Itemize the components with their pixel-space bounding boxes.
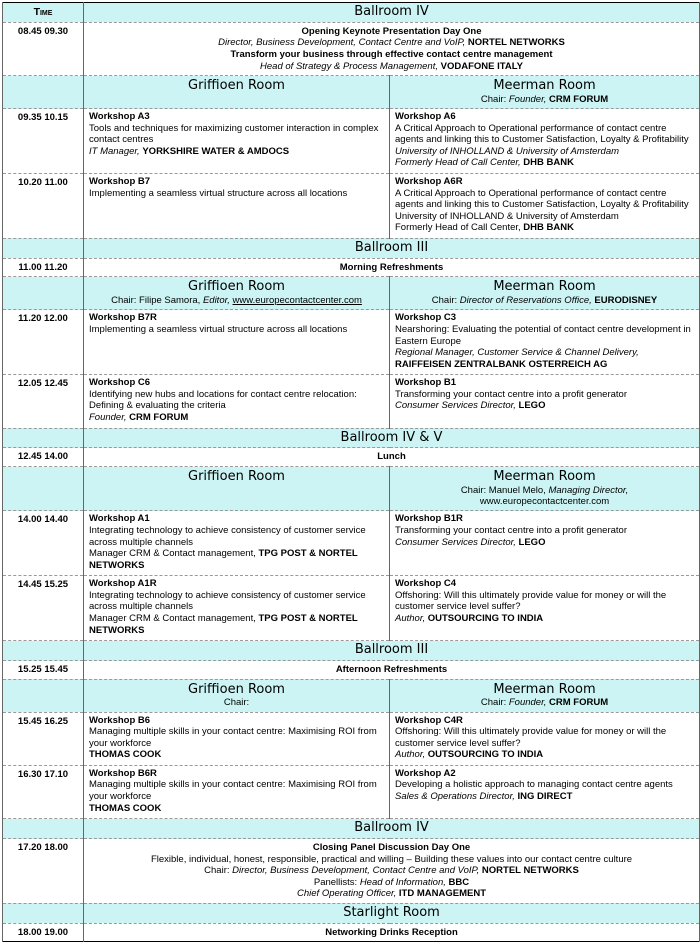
speaker-role: Director, Business Development, Contact Centre and VoIP, — [218, 37, 468, 49]
speaker-org: NORTEL NETWORKS — [467, 37, 565, 49]
speaker-role: Consumer Services Director, — [395, 400, 519, 412]
venue-banner-ballroom-iv-v: Ballroom IV & V — [84, 428, 700, 448]
workshop-code: Workshop B7 — [89, 176, 151, 188]
workshop-description: Identifying new hubs and locations for contact centre relocation: Defining & evaluating the criteria — [89, 388, 357, 412]
speaker-role: IT Manager, — [89, 145, 143, 157]
workshop-description: Offshoring: Will this ultimately provide value for money or will the customer service level suffer? — [395, 589, 667, 613]
chair-line — [394, 295, 695, 306]
speaker-org: VODAFONE ITALY — [440, 60, 523, 72]
time-slot: 15.45 16.25 — [3, 712, 84, 765]
workshop-description: Offshoring: Will this ultimately provide value for money or will the customer service level suffer? — [395, 726, 667, 749]
session-row — [3, 109, 700, 174]
venue-banner-ballroom-iii: Ballroom III — [84, 238, 700, 258]
chair-role: Founder, — [508, 697, 550, 709]
workshop-description: Integrating technology to achieve consistency of customer service across multiple channels — [89, 524, 366, 548]
speaker-role: Formerly Head of Call Center, — [395, 222, 524, 234]
speaker-org: ING DIRECT — [517, 791, 573, 803]
workshop-cell-b7r — [84, 310, 390, 375]
speaker-line — [395, 222, 694, 234]
chair-line — [90, 865, 693, 877]
workshop-description: Transforming your contact centre into a profit generator — [395, 388, 627, 400]
break-label: Morning Refreshments — [84, 258, 700, 277]
workshop-cell-a3 — [84, 109, 390, 174]
panellist-line — [90, 877, 693, 889]
session-row — [3, 576, 700, 641]
banner-row — [3, 238, 700, 258]
banner-row — [3, 428, 700, 448]
time-slot: 10.20 11.00 — [3, 174, 84, 239]
speaker-role: Author, — [395, 613, 428, 624]
session-row — [3, 375, 700, 428]
venue-banner-ballroom-iv: Ballroom IV — [84, 819, 700, 839]
speaker-org: DHB BANK — [523, 157, 574, 169]
time-slot: 11.00 11.20 — [3, 258, 84, 277]
time-column-header: Time — [3, 3, 84, 23]
speaker-org: TPG POST & NORTEL NETWORKS — [89, 613, 358, 636]
banner-time-spacer — [3, 76, 84, 109]
break-label: Networking Drinks Reception — [84, 923, 700, 942]
website-link[interactable]: www.europecontactcenter.com — [479, 495, 610, 507]
workshop-code: Workshop C4 — [395, 578, 457, 590]
chair-prefix: Chair: — [480, 697, 509, 709]
time-slot: 09.35 10.15 — [3, 109, 84, 174]
room-header-meerman — [390, 679, 700, 712]
speaker-org: RAIFFEISEN ZENTRALBANK OSTERREICH AG — [395, 358, 608, 370]
room-header-meerman — [390, 76, 700, 109]
room-name: Meerman Room — [493, 681, 596, 697]
session-row — [3, 765, 700, 818]
workshop-description: A Critical Approach to Operational performance of contact centre agents and linking this to Customer Satisfaction, Loyalty & Profitability — [395, 187, 689, 211]
banner-row — [3, 903, 700, 923]
chair-prefix: Chair: Manuel Melo, — [460, 484, 549, 496]
workshop-description: Tools and techniques for maximizing customer interaction in complex contact centres — [89, 122, 379, 146]
speaker-role: Manager CRM & Contact management, — [89, 548, 259, 560]
session-title: Opening Keynote Presentation Day One — [301, 25, 482, 37]
break-row — [3, 661, 700, 680]
room-header-row — [3, 76, 700, 109]
room-name: Griffioen Room — [188, 279, 285, 295]
room-name: Meerman Room — [493, 78, 596, 94]
speaker-role: Sales & Operations Director, — [395, 791, 518, 803]
workshop-cell-a6 — [390, 109, 700, 174]
workshop-cell-a2 — [390, 765, 700, 818]
workshop-cell-c4 — [390, 576, 700, 641]
time-slot: 08.45 09.30 — [3, 22, 84, 75]
workshop-cell-b6 — [84, 712, 390, 765]
time-slot: 16.30 17.10 — [3, 765, 84, 818]
workshop-description: Implementing a seamless virtual structure across all locations — [89, 187, 348, 199]
session-title: Closing Panel Discussion Day One — [312, 842, 471, 854]
venue-banner-starlight: Starlight Room — [84, 903, 700, 923]
workshop-code: Workshop C3 — [395, 312, 457, 324]
speaker-role: Manager CRM & Contact management, — [89, 613, 259, 624]
room-name: Griffioen Room — [188, 78, 285, 94]
workshop-description: Developing a holistic approach to managing contact centre agents — [395, 779, 673, 791]
workshop-cell-b7 — [84, 174, 390, 239]
room-name: Griffioen Room — [188, 681, 285, 697]
banner-time-spacer — [3, 819, 84, 839]
speaker-org: YORKSHIRE WATER & AMDOCS — [142, 145, 290, 157]
room-header-row — [3, 467, 700, 511]
workshop-cell-b6r — [84, 765, 390, 818]
time-slot: 17.20 18.00 — [3, 839, 84, 904]
workshop-description: Implementing a seamless virtual structure across all locations — [89, 323, 348, 335]
banner-time-spacer — [3, 238, 84, 258]
speaker-org: THOMAS COOK — [89, 749, 162, 761]
chair-prefix: Chair: — [204, 865, 233, 877]
speaker-line — [395, 400, 694, 412]
workshop-cell-c4r — [390, 712, 700, 765]
keynote-row — [3, 22, 700, 75]
room-header-meerman — [390, 277, 700, 310]
speaker-org: OUTSOURCING TO INDIA — [427, 749, 544, 761]
workshop-code: Workshop B1 — [395, 377, 457, 389]
speaker-line — [90, 37, 693, 49]
speaker-org: DHB BANK — [523, 222, 574, 234]
chair-role: Director of Reservations Office, — [459, 294, 595, 306]
speaker-role: Author, — [395, 749, 428, 761]
break-row — [3, 258, 700, 277]
workshop-description: Nearshoring: Evaluating the potential of contact centre development in Eastern Europe — [395, 323, 691, 347]
closing-panel-row — [3, 839, 700, 904]
speaker-line — [89, 613, 384, 636]
chair-org: EURODISNEY — [594, 294, 658, 306]
conference-programme-table — [2, 2, 700, 942]
speaker-org: THOMAS COOK — [89, 802, 162, 814]
speaker-org: LEGO — [518, 400, 546, 412]
workshop-cell-c6 — [84, 375, 390, 428]
speaker-line — [395, 791, 694, 803]
speaker-line — [395, 613, 694, 625]
speaker-line — [395, 749, 694, 761]
workshop-description: Managing multiple skills in your contact centre: Maximising ROI from your workforce — [89, 726, 377, 749]
workshop-description: Transforming your contact centre into a profit generator — [395, 524, 627, 536]
break-label: Afternoon Refreshments — [84, 661, 700, 680]
chair-line — [88, 697, 385, 708]
chair-org: CRM FORUM — [549, 697, 609, 709]
speaker-line — [395, 157, 694, 169]
website-link[interactable]: www.europecontactcenter.com — [232, 294, 362, 306]
workshop-cell-c3 — [390, 310, 700, 375]
session-subtitle: Transform your business through effective contact centre management — [230, 49, 553, 61]
session-row — [3, 712, 700, 765]
time-slot: 18.00 19.00 — [3, 923, 84, 942]
chair-prefix: Chair: — [480, 93, 509, 105]
time-slot: 12.45 14.00 — [3, 448, 84, 467]
room-name: Meerman Room — [493, 469, 596, 484]
chair-line — [394, 496, 695, 507]
speaker-line — [395, 347, 694, 359]
speaker-line — [89, 146, 384, 158]
break-row — [3, 448, 700, 467]
session-row — [3, 310, 700, 375]
banner-time-spacer — [3, 641, 84, 661]
speaker-org: CRM FORUM — [129, 411, 189, 423]
workshop-code: Workshop B6R — [89, 767, 157, 779]
room-header-griffioen — [84, 76, 390, 109]
panellist-role: Chief Operating Officer, — [297, 888, 399, 900]
workshop-cell-a1 — [84, 511, 390, 576]
banner-time-spacer — [3, 277, 84, 310]
banner-time-spacer — [3, 428, 84, 448]
banner-row — [3, 641, 700, 661]
venue-banner-ballroom-iv: Ballroom IV — [84, 3, 700, 23]
workshop-code: Workshop B6 — [89, 714, 151, 726]
time-slot: 12.05 12.45 — [3, 375, 84, 428]
chair-line — [394, 94, 695, 105]
workshop-code: Workshop C4R — [395, 714, 463, 726]
panellist-line — [90, 888, 693, 900]
speaker-role: Formerly Head of Call Center, — [395, 157, 524, 169]
workshop-description: Integrating technology to achieve consistency of customer service across multiple channels — [89, 589, 366, 613]
break-label: Lunch — [84, 448, 700, 467]
room-header-row — [3, 679, 700, 712]
room-header-griffioen — [84, 467, 390, 511]
banner-row — [3, 819, 700, 839]
time-slot: 15.25 15.45 — [3, 661, 84, 680]
workshop-code: Workshop A6 — [395, 111, 456, 123]
speaker-affiliation: University of INHOLLAND & University of Amsterdam — [395, 145, 620, 157]
workshop-code: Workshop A3 — [89, 111, 150, 123]
chair-line — [394, 697, 695, 708]
workshop-code: Workshop A1R — [89, 578, 157, 590]
chair-role: Founder, — [508, 93, 550, 105]
break-row — [3, 923, 700, 942]
closing-panel-cell — [84, 839, 700, 904]
room-header-meerman — [390, 467, 700, 511]
workshop-description: Managing multiple skills in your contact centre: Maximising ROI from your workforce — [89, 779, 377, 803]
chair-org: CRM FORUM — [549, 93, 609, 105]
banner-time-spacer — [3, 903, 84, 923]
panellist-org: ITD MANAGEMENT — [398, 888, 486, 900]
chair-org: NORTEL NETWORKS — [481, 865, 579, 877]
speaker-line — [89, 412, 384, 424]
speaker-org: TPG POST & NORTEL NETWORKS — [89, 548, 358, 571]
speaker-role: Founder, — [89, 411, 130, 423]
time-slot: 14.00 14.40 — [3, 511, 84, 576]
session-row — [3, 174, 700, 239]
chair-prefix: Chair: Filipe Samora, — [111, 294, 203, 306]
speaker-line — [90, 61, 693, 73]
room-header-griffioen — [84, 277, 390, 310]
workshop-code: Workshop C6 — [89, 377, 151, 389]
session-theme: Flexible, individual, honest, responsible, practical and willing – Building these values into our contact centre culture — [150, 853, 633, 865]
chair-line — [88, 295, 385, 306]
chair-role: Director, Business Development, Contact Centre and VoIP, — [232, 865, 482, 877]
speaker-role: Consumer Services Director, — [395, 536, 519, 548]
panellists-prefix: Panellists: — [313, 876, 360, 888]
session-row — [3, 511, 700, 576]
panellist-role: Head of Information, — [359, 876, 449, 888]
workshop-description: A Critical Approach to Operational performance of contact centre agents and linking this to Customer Satisfaction, Loyalty & Profitability — [395, 122, 689, 146]
panellist-org: BBC — [448, 876, 470, 888]
chair-prefix: Chair: — [431, 294, 460, 306]
workshop-cell-b1r — [390, 511, 700, 576]
keynote-cell — [84, 22, 700, 75]
room-header-griffioen — [84, 679, 390, 712]
venue-banner-ballroom-iii: Ballroom III — [84, 641, 700, 661]
header-row — [3, 3, 700, 23]
time-slot: 11.20 12.00 — [3, 310, 84, 375]
room-header-row — [3, 277, 700, 310]
room-name: Griffioen Room — [188, 469, 285, 484]
workshop-cell-b1 — [390, 375, 700, 428]
speaker-line — [395, 537, 694, 549]
speaker-affiliation: University of INHOLLAND & University of Amsterdam — [395, 210, 619, 222]
workshop-cell-a6r — [390, 174, 700, 239]
banner-time-spacer — [3, 467, 84, 511]
speaker-role: Head of Strategy & Process Management, — [260, 60, 441, 72]
workshop-code: Workshop A2 — [395, 767, 456, 779]
chair-role: Editor, — [202, 294, 233, 306]
time-slot: 14.45 15.25 — [3, 576, 84, 641]
chair-line — [394, 485, 695, 496]
workshop-code: Workshop A6R — [395, 176, 463, 188]
speaker-line — [89, 548, 384, 571]
speaker-role: Regional Manager, Customer Service & Channel Delivery, — [395, 347, 639, 359]
banner-time-spacer — [3, 679, 84, 712]
chair-role: Managing Director, — [548, 484, 629, 496]
workshop-code: Workshop A1 — [89, 513, 150, 525]
speaker-org: OUTSOURCING TO INDIA — [427, 613, 544, 624]
workshop-cell-a1r — [84, 576, 390, 641]
workshop-code: Workshop B1R — [395, 513, 463, 525]
speaker-org: LEGO — [518, 536, 546, 548]
workshop-code: Workshop B7R — [89, 312, 157, 324]
chair-prefix: Chair: — [223, 697, 250, 709]
room-name: Meerman Room — [493, 279, 596, 295]
